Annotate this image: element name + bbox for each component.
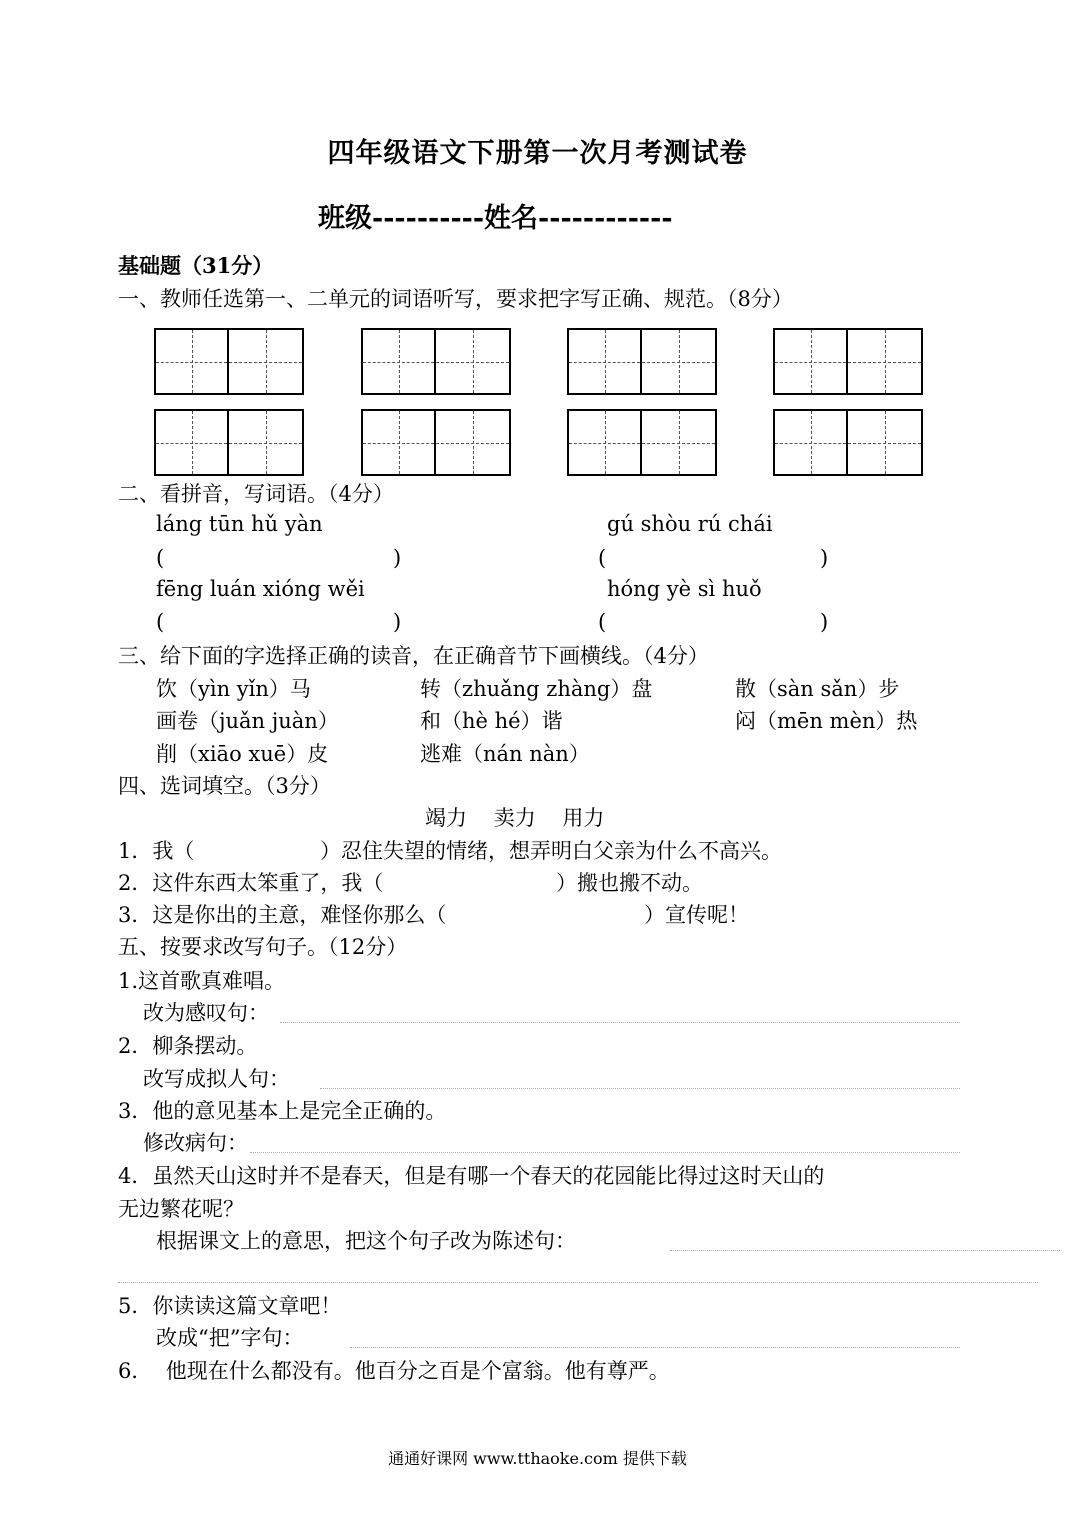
grid-cell[interactable] [848, 330, 921, 393]
pinyin-item: gú shòu rú chái [607, 512, 773, 536]
grid-cell[interactable] [229, 411, 302, 474]
fill-sentence-start: 2．这件东西太笨重了，我（ [118, 871, 384, 895]
reading-choice: 闷（mēn mèn）热 [735, 709, 918, 733]
grid-cell[interactable] [569, 330, 642, 393]
q2-heading: 二、看拼音，写词语。（4分） [118, 482, 394, 506]
rewrite-item: 3．他的意见基本上是完全正确的。 [118, 1099, 447, 1123]
grid-cell[interactable] [569, 411, 642, 474]
rewrite-task: 改写成拟人句： [143, 1067, 290, 1091]
writing-grid[interactable] [567, 409, 717, 476]
q3-heading: 三、给下面的字选择正确的读音，在正确音节下画横线。（4分） [118, 644, 709, 668]
grid-cell[interactable] [156, 330, 229, 393]
reading-choice: 削（xiāo xuē）皮 [156, 742, 329, 766]
rewrite-item: 5．你读读这篇文章吧！ [118, 1294, 342, 1318]
section-basic: 基础题（31分） [118, 253, 274, 278]
answer-paren-open: ( [156, 546, 165, 570]
writing-grid[interactable] [361, 328, 511, 395]
grid-cell[interactable] [642, 330, 715, 393]
rewrite-item: 2．柳条摆动。 [118, 1034, 258, 1058]
q4-heading: 四、选词填空。（3分） [118, 774, 331, 798]
grid-cell[interactable] [775, 411, 848, 474]
answer-paren-close: ) [393, 546, 402, 570]
rewrite-task: 改为感叹句： [143, 1001, 269, 1025]
page-footer: 通通好课网 www.tthaoke.com 提供下载 [388, 1449, 687, 1468]
page-title: 四年级语文下册第一次月考测试卷 [327, 138, 748, 169]
fill-sentence-end: ）搬也搬不动。 [556, 871, 703, 895]
answer-paren-close: ) [393, 610, 402, 634]
q5-heading: 五、按要求改写句子。（12分） [118, 935, 408, 959]
pinyin-item: hóng yè sì huǒ [607, 577, 762, 601]
grid-cell[interactable] [642, 411, 715, 474]
reading-choice: 饮（yìn yǐn）马 [156, 677, 311, 701]
grid-cell[interactable] [363, 330, 436, 393]
answer-paren-open: ( [156, 610, 165, 634]
answer-paren-open: ( [598, 610, 607, 634]
rewrite-item: 6． 他现在什么都没有。他百分之百是个富翁。他有尊严。 [118, 1359, 670, 1383]
answer-line[interactable] [280, 1022, 960, 1023]
reading-choice: 转（zhuǎng zhàng）盘 [420, 677, 653, 701]
answer-line[interactable] [350, 1347, 960, 1348]
rewrite-item: 1.这首歌真难唱。 [118, 969, 286, 993]
answer-paren-close: ) [820, 546, 829, 570]
word-bank: 竭力 卖力 用力 [425, 806, 605, 830]
answer-line[interactable] [250, 1152, 960, 1153]
writing-grid[interactable] [773, 409, 923, 476]
writing-grid[interactable] [154, 328, 304, 395]
grid-cell[interactable] [229, 330, 302, 393]
rewrite-task: 改成“把”字句： [156, 1326, 304, 1350]
fill-sentence-end: ）宣传呢！ [644, 903, 749, 927]
writing-grid[interactable] [361, 409, 511, 476]
rewrite-item: 4．虽然天山这时并不是春天，但是有哪一个春天的花园能比得过这时天山的 [118, 1164, 825, 1188]
reading-choice: 画卷（juǎn juàn） [156, 709, 339, 733]
answer-paren-open: ( [598, 546, 607, 570]
answer-line[interactable] [670, 1250, 1060, 1251]
pinyin-item: láng tūn hǔ yàn [156, 512, 323, 536]
answer-line[interactable] [320, 1088, 960, 1089]
rewrite-task: 根据课文上的意思，把这个句子改为陈述句： [156, 1229, 576, 1253]
fill-sentence-start: 3．这是你出的主意，难怪你那么（ [118, 903, 447, 927]
reading-choice: 和（hè hé）谐 [420, 709, 563, 733]
grid-cell[interactable] [156, 411, 229, 474]
pinyin-item: fēng luán xióng wěi [156, 577, 365, 601]
reading-choice: 逃难（nán nàn） [420, 742, 590, 766]
grid-cell[interactable] [775, 330, 848, 393]
fill-sentence-end: ）忍住失望的情绪，想弄明白父亲为什么不高兴。 [320, 839, 782, 863]
reading-choice: 散（sàn sǎn）步 [735, 677, 900, 701]
grid-cell[interactable] [436, 411, 509, 474]
writing-grid[interactable] [773, 328, 923, 395]
writing-grid[interactable] [567, 328, 717, 395]
fill-sentence-start: 1．我（ [118, 839, 195, 863]
grid-cell[interactable] [848, 411, 921, 474]
rewrite-task: 修改病句： [143, 1131, 248, 1155]
grid-cell[interactable] [436, 330, 509, 393]
answer-line[interactable] [118, 1282, 1038, 1283]
rewrite-item-cont: 无边繁花呢？ [118, 1197, 244, 1221]
q1-heading: 一、教师任选第一、二单元的词语听写，要求把字写正确、规范。（8分） [118, 287, 793, 311]
answer-paren-close: ) [820, 610, 829, 634]
writing-grid[interactable] [154, 409, 304, 476]
class-name-line: 班级----------姓名------------ [318, 203, 673, 234]
grid-cell[interactable] [363, 411, 436, 474]
